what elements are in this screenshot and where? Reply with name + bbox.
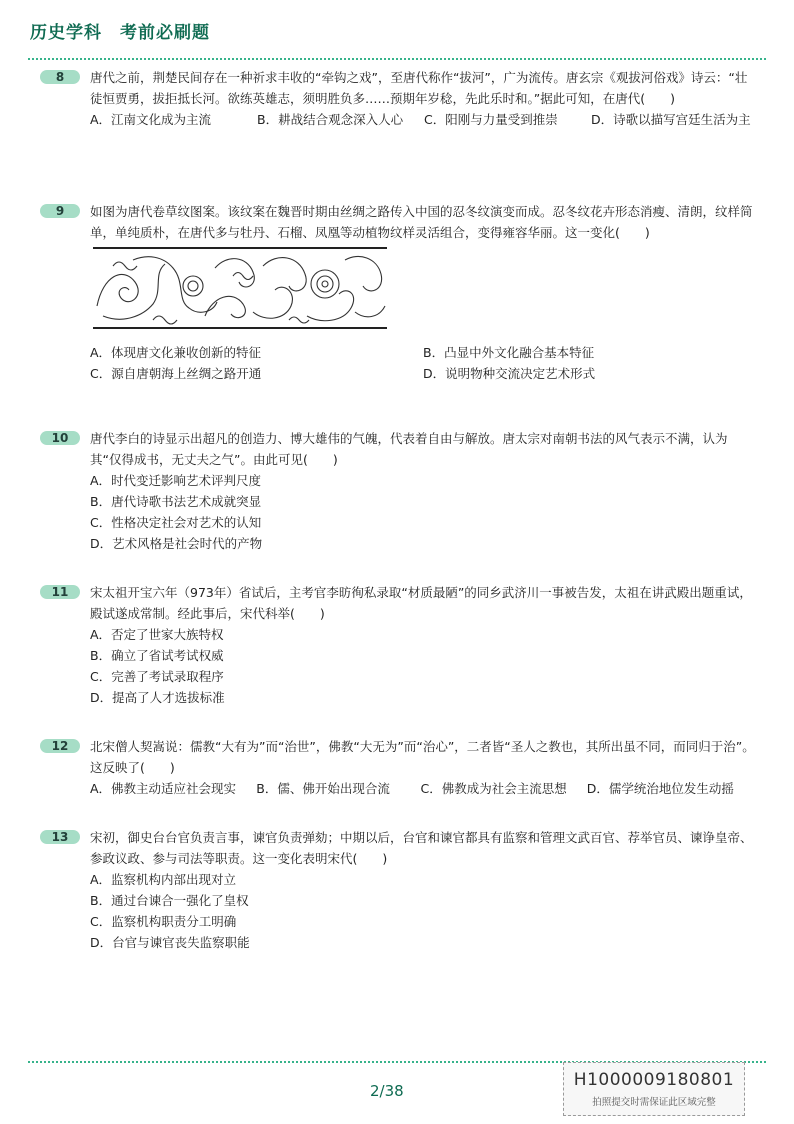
question-number-badge: 8 xyxy=(40,70,80,84)
submission-code-box xyxy=(563,1062,745,1116)
option-b[interactable]: B．确立了省试考试权威 xyxy=(90,648,224,663)
question-stem: 宋初，御史台台官负责言事，谏官负责弹劾；中期以后，台官和谏官都具有监察和管理文武百官、荐举官员、谏诤皇帝、参政议政、参与司法等职责。这一变化表明宋代( ) xyxy=(90,830,753,866)
question-stem: 宋太祖开宝六年（973年）省试后，主考官李昉徇私录取“材质最陋”的同乡武济川一事被告发，太祖在讲武殿出题重试，殿试遂成常制。经此事后，宋代科举( ) xyxy=(90,585,752,621)
option-a[interactable]: A．监察机构内部出现对立 xyxy=(90,872,237,887)
question-stem: 唐代李白的诗显示出超凡的创造力、博大雄伟的气魄，代表着自由与解放。唐太宗对南朝书法的风气表示不满，认为其“仅得成书，无丈夫之气”。由此可见( ) xyxy=(90,431,728,467)
option-c[interactable]: C．源自唐朝海上丝绸之路开通 xyxy=(90,366,262,381)
option-c[interactable]: C．佛教成为社会主流思想 xyxy=(420,781,567,796)
option-a[interactable]: A．佛教主动适应社会现实 xyxy=(90,781,237,796)
option-c[interactable]: C．阳刚与力量受到推崇 xyxy=(424,112,558,127)
question-stem: 北宋僧人契嵩说：儒教“大有为”而“治世”，佛教“大无为”而“治心”，二者皆“圣人之教也，其所出虽不同，而同归于治”。这反映了( ) xyxy=(90,739,755,775)
option-a[interactable]: A．时代变迁影响艺术评判尺度 xyxy=(90,473,262,488)
question-number-badge: 11 xyxy=(40,585,80,599)
options-list xyxy=(90,778,756,799)
question-stem: 唐代之前，荆楚民间存在一种祈求丰收的“牵钩之戏”，至唐代称作“拔河”，广为流传。唐玄宗《观拔河俗戏》诗云：“壮徒恒贾勇，拔拒抵长河。欲练英雄志，须明胜负多……预期年岁稔，先此乐时和。”据此可知，在唐代( ) xyxy=(90,70,748,106)
question-10 xyxy=(40,428,756,554)
option-b[interactable]: B．耕战结合观念深入人心 xyxy=(257,112,404,127)
options-list xyxy=(90,342,756,384)
subject-label: 历史学科 xyxy=(30,23,102,43)
option-d[interactable]: D．台官与谏官丧失监察职能 xyxy=(90,935,250,950)
scroll-pattern-image xyxy=(93,246,387,330)
header-divider xyxy=(28,58,766,60)
question-11 xyxy=(40,582,756,708)
option-a[interactable]: A．否定了世家大族特权 xyxy=(90,627,224,642)
option-c[interactable]: C．完善了考试录取程序 xyxy=(90,669,224,684)
question-8 xyxy=(40,67,756,130)
option-d[interactable]: D．诗歌以描写宫廷生活为主 xyxy=(591,112,751,127)
option-d[interactable]: D．儒学统治地位发生动摇 xyxy=(586,781,734,796)
option-b[interactable]: B．通过台谏合一强化了皇权 xyxy=(90,893,249,908)
options-list xyxy=(90,470,756,554)
option-c[interactable]: C．监察机构职责分工明确 xyxy=(90,914,237,929)
options-list xyxy=(90,624,756,708)
header-title: 考前必刷题 xyxy=(120,23,210,43)
submission-note: 拍照提交时需保证此区域完整 xyxy=(592,1097,716,1108)
question-number-badge: 12 xyxy=(40,739,80,753)
option-d[interactable]: D．提高了人才选拔标准 xyxy=(90,690,225,705)
option-b[interactable]: B．儒、佛开始出现合流 xyxy=(256,781,390,796)
options-list xyxy=(90,869,756,953)
page-number: 2/38 xyxy=(370,1082,404,1100)
question-13 xyxy=(40,827,756,953)
question-9 xyxy=(40,201,756,384)
option-d[interactable]: D．说明物种交流决定艺术形式 xyxy=(423,366,596,381)
option-b[interactable]: B．唐代诗歌书法艺术成就突显 xyxy=(90,494,262,509)
option-c[interactable]: C．性格决定社会对艺术的认知 xyxy=(90,515,262,530)
submission-code: H1000009180801 xyxy=(573,1070,735,1090)
options-list xyxy=(90,109,756,130)
question-stem: 如图为唐代卷草纹图案。该纹案在魏晋时期由丝绸之路传入中国的忍冬纹演变而成。忍冬纹花卉形态消瘦、清朗，纹样简单，单纯质朴，在唐代多与牡丹、石榴、凤凰等动植物纹样灵活组合，变得雍容华丽。这一变化( ) xyxy=(90,204,753,240)
option-a[interactable]: A．江南文化成为主流 xyxy=(90,112,212,127)
question-number-badge: 13 xyxy=(40,830,80,844)
option-b[interactable]: B．凸显中外文化融合基本特征 xyxy=(423,345,595,360)
question-number-badge: 10 xyxy=(40,431,80,445)
option-d[interactable]: D．艺术风格是社会时代的产物 xyxy=(90,536,263,551)
question-12 xyxy=(40,736,756,799)
question-number-badge: 9 xyxy=(40,204,80,218)
option-a[interactable]: A．体现唐文化兼收创新的特征 xyxy=(90,345,262,360)
page-header xyxy=(30,18,210,43)
